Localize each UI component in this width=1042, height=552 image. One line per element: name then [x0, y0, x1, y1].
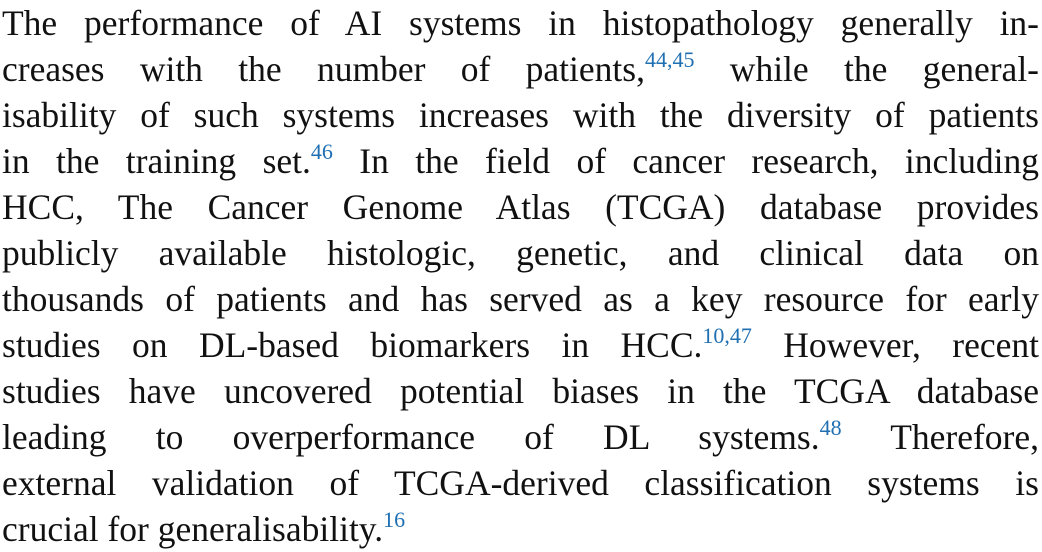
text-line [2, 184, 1039, 230]
text-segment: in the training set. [2, 141, 311, 181]
text-line [2, 506, 1039, 552]
citation-superscript[interactable]: 16 [383, 507, 406, 532]
text-segment: HCC, The Cancer Genome Atlas (TCGA) database provides [2, 187, 1039, 227]
citation-superscript[interactable]: 46 [310, 139, 333, 164]
citation-superscript[interactable]: 48 [819, 415, 842, 440]
text-line [2, 92, 1039, 138]
text-line [2, 276, 1039, 322]
text-segment: Therefore, [841, 417, 1039, 457]
text-segment: external validation of TCGA-derived classification systems is [2, 463, 1039, 503]
text-segment: while the general- [694, 49, 1039, 89]
text-line [2, 322, 1039, 368]
text-segment: thousands of patients and has served as a key resource for early [2, 279, 1039, 319]
text-segment: leading to overperformance of DL systems. [2, 417, 820, 457]
text-segment: creases with the number of patients, [2, 49, 645, 89]
citation-superscript[interactable]: 10,47 [702, 323, 752, 348]
text-line [2, 138, 1039, 184]
text-line [2, 0, 1039, 46]
text-line [2, 46, 1039, 92]
text-segment: studies on DL-based biomarkers in HCC. [2, 325, 703, 365]
text-line [2, 460, 1039, 506]
text-segment: crucial for generalisability. [2, 509, 384, 549]
text-line [2, 368, 1039, 414]
text-segment: isability of such systems increases with the diversity of patients [2, 95, 1039, 135]
text-segment: In the field of cancer research, including [332, 141, 1039, 181]
citation-superscript[interactable]: 44,45 [644, 47, 695, 72]
text-segment: However, recent [751, 325, 1039, 365]
text-segment: studies have uncovered potential biases in the TCGA database [2, 371, 1039, 411]
text-segment: The performance of AI systems in histopathology generally in- [2, 3, 1039, 43]
text-segment: publicly available histologic, genetic, and clinical data on [2, 233, 1039, 273]
text-line [2, 414, 1039, 460]
text-line [2, 230, 1039, 276]
